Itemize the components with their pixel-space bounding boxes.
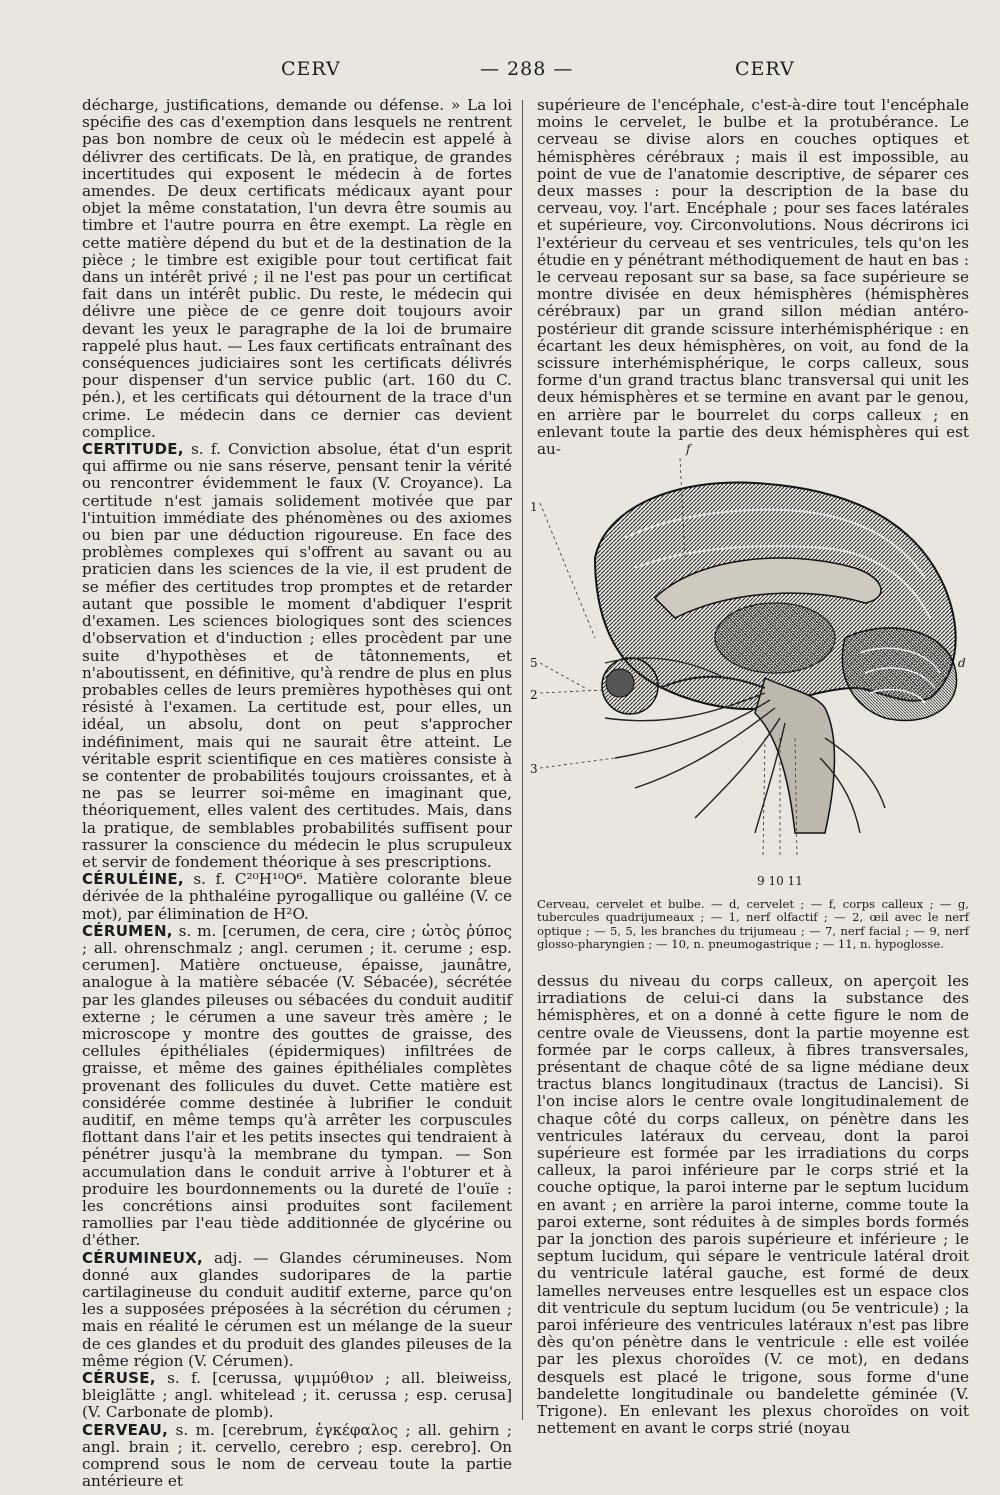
headword: CÉRUSE, xyxy=(82,1369,156,1388)
entry-text: s. f. C²⁰H¹⁰O⁶. Matière colorante bleue dérivée de la phthaléine pyrogallique ou galléine (V. ce mot), par élimination de H²O. xyxy=(82,870,512,923)
figure-label-f: f xyxy=(686,442,691,456)
headword: CERVEAU, xyxy=(82,1420,169,1439)
entry-ceruleine xyxy=(82,871,512,923)
figure-caption xyxy=(537,898,969,952)
entry-text: s. f. [cerussa, ψιμμύθιον ; all. bleiweiss, bleiglätte ; angl. whitelead ; it. cerussa ; esp. cerusa] (V. Carbonate de plomb). xyxy=(82,1369,512,1422)
figure-label-5: 5 xyxy=(530,656,538,670)
cerveau-continued-text: supérieure de l'encéphale, c'est-à-dire tout l'encéphale moins le cervelet, le bulbe et la protubérance. Le cerveau se divise alors en couches optiques et hémisphères cérébraux ; mais il est impossible, au point de vue de l'anatomie descriptive, de séparer ces deux masses : pour la description de la base du cerveau, voy. l'art. Encéphale ; pour ses faces latérales et supérieure, voy. Circonvolutions. Nous décrirons ici l'extérieur du cerveau et ses ventricules, tels qu'on les étudie en y pénétrant méthodiquement de haut en bas : le cerveau reposant sur sa base, sa face supérieure se montre divisée en deux hémisphères (hémisphères cérébraux) par un grand sillon médian antéro-postérieur dit grande scissure interhémisphérique : en écartant les deux hémisphères, on voit, au fond de la scissure interhémisphérique, le corps calleux, sous forme d'un grand tractus blanc transversal qui unit les deux hémisphères et se termine en avant par le genou, en arrière par le bourrelet du corps calleux ; en enlevant toute la partie des deux hémisphères qui est au- xyxy=(537,96,969,459)
figure-label-d: d xyxy=(958,656,966,670)
page-number: — 288 — xyxy=(480,58,574,80)
running-head-left: CERV xyxy=(281,58,341,80)
headword: CÉRUMINEUX, xyxy=(82,1248,204,1267)
entry-text: adj. — Glandes cérumineuses. Nom donné aux glandes sudoripares de la partie cartilagineuse du conduit auditif externe, parce qu'on les a supposées préposées à la sécrétion du cérumen ; mais en réalité le cérumen est un mélange de la sueur de ces glandes et du produit des glandes pileuses de la même région (V. Cérumen). xyxy=(82,1248,512,1370)
cerveau-continued-text-2: dessus du niveau du corps calleux, on aperçoit les irradiations de celui-ci dans la substance des hémisphères, et on a donné à cette figure le nom de centre ovale de Vieussens, dont la partie moyenne est formée par le corps calleux, à fibres transversales, présentant de chaque côté de sa ligne médiane deux tractus blancs longitudinaux (tractus de Lancisi). Si l'on incise alors le centre ovale longitudinalement de chaque côté du corps calleux, on pénètre dans les ventricules latéraux du cerveau, dont la paroi supérieure est formée par les irradiations du corps calleux, la paroi inférieure par le corps strié et la couche optique, la paroi interne par le septum lucidum en avant ; en arrière la paroi interne, comme toute la paroi externe, sont réduites à de simples bords formés par la jonction des parois supérieure et inférieure ; le septum lucidum, qui sépare le ventricule latéral droit du ventricule latéral gauche, est formé de deux lamelles nerveuses entre lesquelles est un espace clos dit ventricule du septum lucidum (ou 5e ventricule) ; la paroi inférieure des ventricules latéraux n'est pas libre dès qu'on pénètre dans le ventricule : elle est voilée par les plexus choroïdes (V. ce mot), en dedans desquels est placé le trigone, sous forme d'une bandelette longitudinale ou bandelette géminée (V. Trigone). En enlevant les plexus choroïdes on voit nettement en avant le corps strié (noyau xyxy=(537,972,969,1438)
right-column-bottom xyxy=(537,973,969,1437)
left-column xyxy=(82,97,512,1490)
brain-figure xyxy=(525,438,975,878)
page-header xyxy=(0,58,1000,88)
figure-label-1: 1 xyxy=(530,500,538,514)
headword: CERTITUDE, xyxy=(82,440,184,459)
figure-label-2: 2 xyxy=(530,688,538,702)
column-divider xyxy=(522,100,523,1420)
running-head-right: CERV xyxy=(735,58,795,80)
entry-certificat-continued xyxy=(82,97,512,441)
entry-certitude xyxy=(82,441,512,871)
caption-text: Cerveau, cervelet et bulbe. — d, cervelet ; — f, corps calleux ; — g, tubercules quadrijumeaux ; — 1, nerf olfactif ; — 2, œil avec le nerf optique ; — 5, 5, les branches du trijumeau ; — 7, nerf facial ; — 9, nerf glosso-pharyngien ; — 10, n. pneumogastrique ; — 11, n. hypoglosse. xyxy=(537,897,969,952)
entry-cerumen xyxy=(82,923,512,1250)
brain-illustration xyxy=(525,438,975,878)
entry-cerumineux xyxy=(82,1250,512,1370)
entry-text: s. m. [cerumen, de cera, cire ; ὠτὸς ῥύπος ; all. ohrenschmalz ; angl. cerumen ; it. cerume ; esp. cerumen]. Matière onctueuse, épaisse, jaunâtre, analogue à la matière sébacée (V. Sébacée), sécrétée par les glandes pileuses ou sébacées du conduit auditif externe ; le cérumen a une saveur très amère ; le microscope y montre des gouttes de graisse, des cellules épithéliales (épidermiques) infiltrées de graisse, et même des gaines épithéliales complètes provenant des follicules du duvet. Cette matière est considérée comme destinée à lubrifier le conduit auditif, en même temps qu'à arrêter les corpuscules flottant dans l'air et les petits insectes qui tendraient à pénétrer jusqu'à la membrane du tympan. — Son accumulation dans le conduit arrive à l'obturer et à produire les bourdonnements ou la dureté de l'ouïe : les concrétions ainsi produites sont facilement ramollies par l'eau tiède additionnée de glycérine ou d'éther. xyxy=(82,921,512,1250)
entry-cerveau xyxy=(82,1422,512,1491)
right-column-top xyxy=(537,97,969,458)
entry-ceruse xyxy=(82,1370,512,1422)
entry-text: s. f. Conviction absolue, état d'un esprit qui affirme ou nie sans réserve, pensant tenir la vérité ou rencontrer évidemment le faux (V. Croyance). La certitude n'est jamais solidement motivée que par l'intuition immédiate des phénomènes ou des axiomes ou bien par une déduction rigoureuse. En face des problèmes complexes qui s'offrent au savant ou au praticien dans les sciences de la vie, il est prudent de se méfier des certitudes trop promptes et de retarder autant que possible le moment d'abdiquer l'esprit d'examen. Les sciences biologiques sont des sciences d'observation et d'induction ; elles procèdent par une suite d'hypothèses et de tâtonnements, et n'aboutissent, en définitive, qu'à rendre de plus en plus probables celles de leurs premières hypothèses qui ont résisté à l'examen. La certitude est, pour elles, un idéal, un absolu, dont on peut s'approcher indéfiniment, mais qui ne saurait être atteint. Le véritable esprit scientifique en ces matières consiste à se contenter de probabilités toujours croissantes, et à ne pas se leurrer soi-même en imaginant que, théoriquement, elles valent des certitudes. Mais, dans la pratique, de semblables probabilités suffisent pour rassurer la conscience du médecin le plus scrupuleux et servir de fondement théorique à ses prescriptions. xyxy=(82,440,512,871)
entry-text: s. m. [cerebrum, ἐγκέφαλος ; all. gehirn ; angl. brain ; it. cervello, cerebro ; esp. cerebro]. On comprend sous le nom de cerveau toute la partie antérieure et xyxy=(82,1420,512,1491)
headword: CÉRUMEN, xyxy=(82,921,173,940)
figure-label-3: 3 xyxy=(530,762,538,776)
entry-text: décharge, justifications, demande ou défense. » La loi spécifie des cas d'exemption dans lesquels ne rentrent pas bon nombre de ceux où le médecin est appelé à délivrer des certificats. De là, en pratique, de grandes incertitudes qui exposent le médecin à de fortes amendes. De deux certificats médicaux ayant pour objet la même constatation, l'un devra être soumis au timbre et l'autre pourra en être exempt. La règle en cette matière dépend du but et de la destination de la pièce ; le timbre est exigible pour tout certificat fait dans un intérêt privé ; il ne l'est pas pour un certificat fait dans un intérêt public. Du reste, le médecin qui délivre une pièce de ce genre doit toujours avoir devant les yeux le paragraphe de la loi de brumaire rappelé plus haut. — Les faux certificats entraînant des conséquences judiciaires sont les certificats délivrés pour dispenser d'un service public (art. 160 du C. pén.), et les certificats qui détournent de la trace d'un crime. Le médecin dans ce dernier cas devient complice. xyxy=(82,96,512,441)
figure-bottom-numbers: 9 10 11 xyxy=(757,874,803,888)
headword: CÉRULÉINE, xyxy=(82,870,184,889)
